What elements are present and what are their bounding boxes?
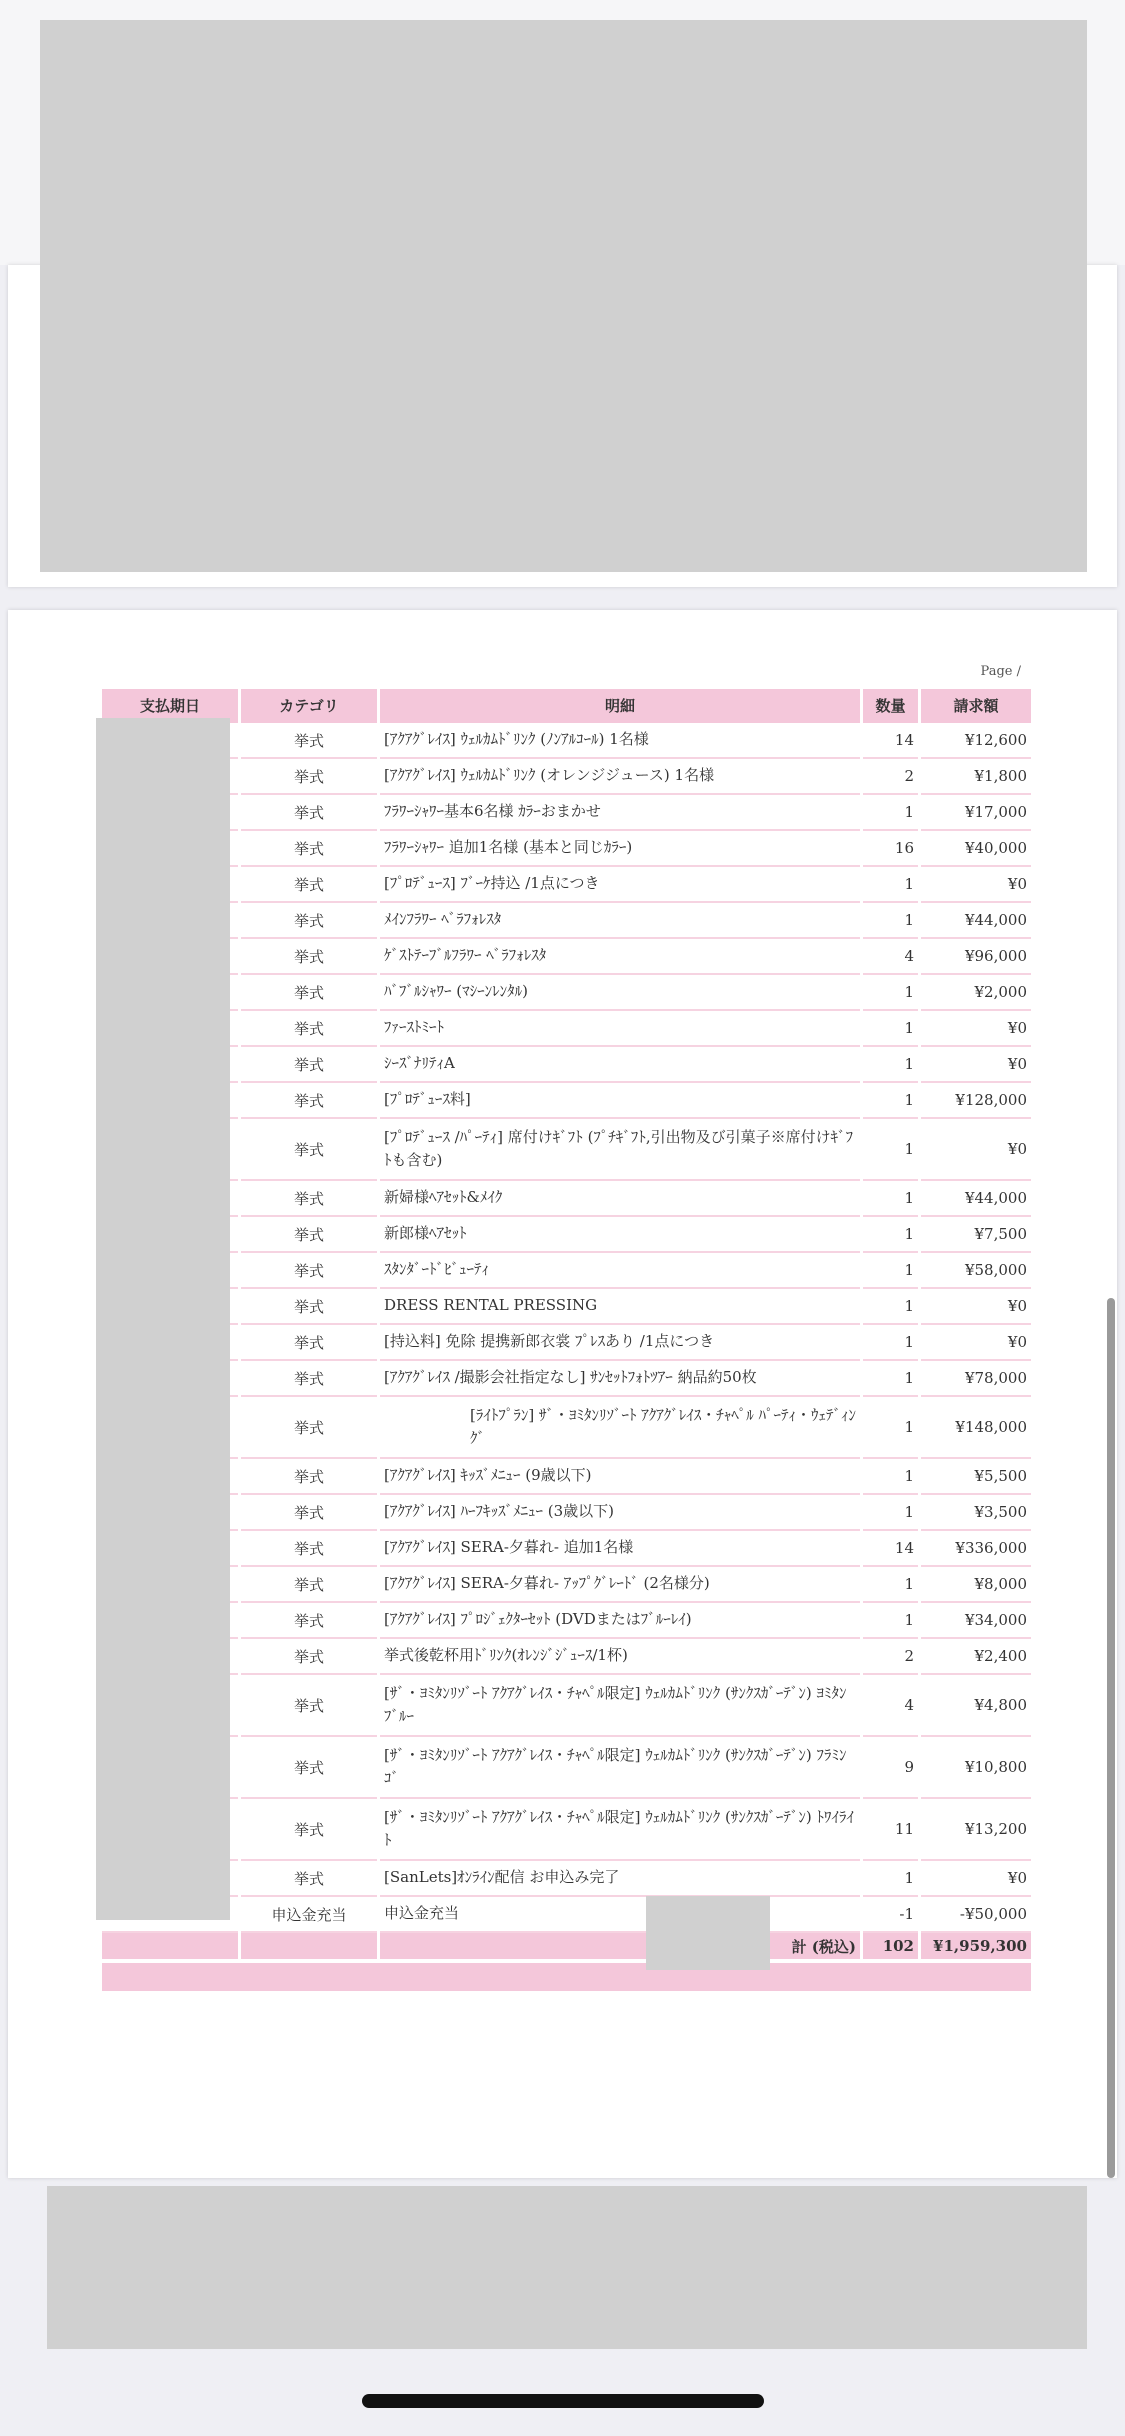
- qty-cell: 1: [863, 1567, 918, 1603]
- table-row: [102, 1675, 1031, 1737]
- detail-cell: ｹﾞｽﾄﾃｰﾌﾞﾙﾌﾗﾜｰ ﾍﾞﾗﾌｫﾚｽﾀ: [380, 939, 860, 975]
- amount-cell: ¥58,000: [921, 1253, 1031, 1289]
- qty-cell: 2: [863, 1639, 918, 1675]
- category-cell: 申込金充当: [241, 1897, 377, 1933]
- qty-cell: 1: [863, 1495, 918, 1531]
- amount-cell: ¥0: [921, 1047, 1031, 1083]
- amount-cell: ¥78,000: [921, 1361, 1031, 1397]
- qty-cell: 1: [863, 1459, 918, 1495]
- amount-cell: ¥0: [921, 1325, 1031, 1361]
- amount-cell: ¥0: [921, 1119, 1031, 1181]
- page-number-label: Page /: [980, 664, 1021, 679]
- category-cell: 挙式: [241, 1119, 377, 1181]
- category-cell: 挙式: [241, 1083, 377, 1119]
- category-cell: 挙式: [241, 1495, 377, 1531]
- detail-cell: [ｻﾞ・ﾖﾐﾀﾝﾘｿﾞｰﾄ ｱｸｱｸﾞﾚｲｽ・ﾁｬﾍﾟﾙ限定] ｳｪﾙｶﾑﾄﾞﾘﾝｸ (ｻﾝｸｽｶﾞｰﾃﾞﾝ) ﾄﾜｲﾗｲﾄ: [380, 1799, 860, 1861]
- qty-cell: 9: [863, 1737, 918, 1799]
- redacted-total-label: [646, 1896, 770, 1970]
- detail-cell: [ｱｸｱｸﾞﾚｲｽ /撮影会社指定なし] ｻﾝｾｯﾄﾌｫﾄﾂｱｰ 納品約50枚: [380, 1361, 860, 1397]
- total-row: [102, 1933, 1031, 1959]
- table-row: [102, 939, 1031, 975]
- qty-cell: 1: [863, 1603, 918, 1639]
- total-label: 計 (税込): [380, 1933, 860, 1959]
- category-cell: 挙式: [241, 1737, 377, 1799]
- detail-cell: ﾌｧｰｽﾄﾐｰﾄ: [380, 1011, 860, 1047]
- qty-cell: 1: [863, 1325, 918, 1361]
- category-cell: 挙式: [241, 1361, 377, 1397]
- category-cell: 挙式: [241, 1253, 377, 1289]
- amount-cell: ¥8,000: [921, 1567, 1031, 1603]
- category-cell: 挙式: [241, 1799, 377, 1861]
- header-detail: 明細: [380, 689, 860, 723]
- qty-cell: 4: [863, 1675, 918, 1737]
- table-row: [102, 1459, 1031, 1495]
- qty-cell: 1: [863, 1861, 918, 1897]
- amount-cell: ¥40,000: [921, 831, 1031, 867]
- amount-cell: ¥7,500: [921, 1217, 1031, 1253]
- table-row: [102, 1897, 1031, 1933]
- category-cell: 挙式: [241, 1639, 377, 1675]
- category-cell: 挙式: [241, 1325, 377, 1361]
- qty-cell: 1: [863, 1011, 918, 1047]
- detail-cell: [ｱｸｱｸﾞﾚｲｽ] ｳｪﾙｶﾑﾄﾞﾘﾝｸ (ﾉﾝｱﾙｺｰﾙ) 1名様: [380, 723, 860, 759]
- table-row: [102, 795, 1031, 831]
- qty-cell: 1: [863, 1397, 918, 1459]
- table-row: [102, 1737, 1031, 1799]
- qty-cell: 16: [863, 831, 918, 867]
- table-row: [102, 1799, 1031, 1861]
- table-body: [102, 723, 1031, 1991]
- category-cell: 挙式: [241, 1675, 377, 1737]
- table-row: [102, 1639, 1031, 1675]
- qty-cell: 11: [863, 1799, 918, 1861]
- table-row: [102, 1495, 1031, 1531]
- qty-cell: 14: [863, 723, 918, 759]
- detail-cell: 新郎様ﾍｱｾｯﾄ: [380, 1217, 860, 1253]
- table-row: [102, 1119, 1031, 1181]
- total-amount: ¥1,959,300: [921, 1933, 1031, 1959]
- detail-cell: ﾌﾗﾜｰｼｬﾜｰ基本6名様 ｶﾗｰおまかせ: [380, 795, 860, 831]
- category-cell: 挙式: [241, 759, 377, 795]
- detail-cell: ｼｰｽﾞﾅﾘﾃｨA: [380, 1047, 860, 1083]
- detail-cell: [ｱｸｱｸﾞﾚｲｽ] ｳｪﾙｶﾑﾄﾞﾘﾝｸ (オレンジジュース) 1名様: [380, 759, 860, 795]
- detail-cell: [ｱｸｱｸﾞﾚｲｽ] SERA-夕暮れ- ｱｯﾌﾟｸﾞﾚｰﾄﾞ (2名様分): [380, 1567, 860, 1603]
- category-cell: 挙式: [241, 1567, 377, 1603]
- header-qty: 数量: [863, 689, 918, 723]
- detail-cell: [ﾌﾟﾛﾃﾞｭｰｽ /ﾊﾟｰﾃｨ] 席付けｷﾞﾌﾄ (ﾌﾟﾁｷﾞﾌﾄ,引出物及び引菓子※席付けｷﾞﾌﾄも含む): [380, 1119, 860, 1181]
- qty-cell: 1: [863, 903, 918, 939]
- amount-cell: ¥2,000: [921, 975, 1031, 1011]
- table-row: [102, 1047, 1031, 1083]
- qty-cell: 1: [863, 795, 918, 831]
- category-cell: 挙式: [241, 975, 377, 1011]
- home-indicator[interactable]: [362, 2394, 764, 2408]
- footer-pink-bar: [102, 1963, 1031, 1991]
- amount-cell: ¥13,200: [921, 1799, 1031, 1861]
- qty-cell: 1: [863, 975, 918, 1011]
- amount-cell: ¥0: [921, 1289, 1031, 1325]
- scrollbar[interactable]: [1107, 1298, 1115, 2178]
- table-row: [102, 1011, 1031, 1047]
- category-cell: 挙式: [241, 1047, 377, 1083]
- detail-cell: 挙式後乾杯用ﾄﾞﾘﾝｸ(ｵﾚﾝｼﾞｼﾞｭｰｽ/1杯): [380, 1639, 860, 1675]
- detail-cell: [ｱｸｱｸﾞﾚｲｽ] ｷｯｽﾞﾒﾆｭｰ (9歳以下): [380, 1459, 860, 1495]
- detail-cell: [ｱｸｱｸﾞﾚｲｽ] ﾌﾟﾛｼﾞｪｸﾀｰｾｯﾄ (DVDまたはﾌﾞﾙｰﾚｲ): [380, 1603, 860, 1639]
- qty-cell: 1: [863, 1119, 918, 1181]
- redacted-block-top: [40, 20, 1087, 572]
- detail-cell: [ﾌﾟﾛﾃﾞｭｰｽ料]: [380, 1083, 860, 1119]
- category-cell: 挙式: [241, 1181, 377, 1217]
- category-cell: 挙式: [241, 1289, 377, 1325]
- qty-cell: 1: [863, 1217, 918, 1253]
- header-date: 支払期日: [102, 689, 238, 723]
- table-row: [102, 1325, 1031, 1361]
- detail-cell: [ｱｸｱｸﾞﾚｲｽ] SERA-夕暮れ- 追加1名様: [380, 1531, 860, 1567]
- amount-cell: ¥44,000: [921, 1181, 1031, 1217]
- amount-cell: ¥3,500: [921, 1495, 1031, 1531]
- total-date-cell: [102, 1933, 238, 1959]
- qty-cell: 1: [863, 1289, 918, 1325]
- qty-cell: 2: [863, 759, 918, 795]
- detail-cell: [ｻﾞ・ﾖﾐﾀﾝﾘｿﾞｰﾄ ｱｸｱｸﾞﾚｲｽ・ﾁｬﾍﾟﾙ限定] ｳｪﾙｶﾑﾄﾞﾘﾝｸ (ｻﾝｸｽｶﾞｰﾃﾞﾝ) ﾖﾐﾀﾝﾌﾞﾙｰ: [380, 1675, 860, 1737]
- table-row: [102, 723, 1031, 759]
- amount-cell: ¥1,800: [921, 759, 1031, 795]
- amount-cell: -¥50,000: [921, 1897, 1031, 1933]
- detail-cell: ﾊﾞﾌﾞﾙｼｬﾜｰ (ﾏｼｰﾝﾚﾝﾀﾙ): [380, 975, 860, 1011]
- detail-cell: ﾌﾗﾜｰｼｬﾜｰ 追加1名様 (基本と同じｶﾗｰ): [380, 831, 860, 867]
- detail-cell: [ﾗｲﾄﾌﾟﾗﾝ] ｻﾞ・ﾖﾐﾀﾝﾘｿﾞｰﾄ ｱｸｱｸﾞﾚｲｽ・ﾁｬﾍﾟﾙ ﾊﾟｰﾃｨ・ｳｪﾃﾞｨﾝｸﾞ: [380, 1397, 860, 1459]
- qty-cell: 1: [863, 1047, 918, 1083]
- table-row: [102, 1603, 1031, 1639]
- detail-cell: [ﾌﾟﾛﾃﾞｭｰｽ] ﾌﾞｰｹ持込 /1点につき: [380, 867, 860, 903]
- amount-cell: ¥34,000: [921, 1603, 1031, 1639]
- table-row: [102, 1531, 1031, 1567]
- category-cell: 挙式: [241, 795, 377, 831]
- category-cell: 挙式: [241, 1459, 377, 1495]
- category-cell: 挙式: [241, 1531, 377, 1567]
- qty-cell: -1: [863, 1897, 918, 1933]
- category-cell: 挙式: [241, 903, 377, 939]
- redacted-date-column: [96, 718, 230, 1920]
- category-cell: 挙式: [241, 723, 377, 759]
- amount-cell: ¥2,400: [921, 1639, 1031, 1675]
- table-row: [102, 759, 1031, 795]
- qty-cell: 14: [863, 1531, 918, 1567]
- amount-cell: ¥17,000: [921, 795, 1031, 831]
- amount-cell: ¥0: [921, 867, 1031, 903]
- amount-cell: ¥0: [921, 1861, 1031, 1897]
- amount-cell: ¥96,000: [921, 939, 1031, 975]
- detail-cell: ﾒｲﾝﾌﾗﾜｰ ﾍﾞﾗﾌｫﾚｽﾀ: [380, 903, 860, 939]
- category-cell: 挙式: [241, 939, 377, 975]
- category-cell: 挙式: [241, 1861, 377, 1897]
- category-cell: 挙式: [241, 831, 377, 867]
- category-cell: 挙式: [241, 1217, 377, 1253]
- table-row: [102, 1861, 1031, 1897]
- qty-cell: 1: [863, 1181, 918, 1217]
- table-row: [102, 831, 1031, 867]
- category-cell: 挙式: [241, 1603, 377, 1639]
- detail-cell: 申込金充当: [380, 1897, 860, 1933]
- table-row: [102, 1361, 1031, 1397]
- header-category: カテゴリ: [241, 689, 377, 723]
- detail-cell: [SanLets]ｵﾝﾗｲﾝ配信 お申込み完了: [380, 1861, 860, 1897]
- amount-cell: ¥0: [921, 1011, 1031, 1047]
- qty-cell: 1: [863, 1253, 918, 1289]
- amount-cell: ¥12,600: [921, 723, 1031, 759]
- total-category-cell: [241, 1933, 377, 1959]
- table-row: [102, 1181, 1031, 1217]
- table-row: [102, 1217, 1031, 1253]
- category-cell: 挙式: [241, 867, 377, 903]
- table-row: [102, 903, 1031, 939]
- redacted-block-bottom: [47, 2186, 1087, 2349]
- category-cell: 挙式: [241, 1397, 377, 1459]
- detail-cell: [持込料] 免除 提携新郎衣裳 ﾌﾟﾚｽあり /1点につき: [380, 1325, 860, 1361]
- amount-cell: ¥128,000: [921, 1083, 1031, 1119]
- table-row: [102, 975, 1031, 1011]
- detail-cell: DRESS RENTAL PRESSING: [380, 1289, 860, 1325]
- amount-cell: ¥5,500: [921, 1459, 1031, 1495]
- table-row: [102, 1253, 1031, 1289]
- table-header-row: [102, 689, 1031, 723]
- qty-cell: 4: [863, 939, 918, 975]
- amount-cell: ¥336,000: [921, 1531, 1031, 1567]
- amount-cell: ¥44,000: [921, 903, 1031, 939]
- detail-cell: ｽﾀﾝﾀﾞｰﾄﾞﾋﾞｭｰﾃｨ: [380, 1253, 860, 1289]
- invoice-table: [99, 689, 1034, 1991]
- detail-cell: 新婦様ﾍｱｾｯﾄ&ﾒｲｸ: [380, 1181, 860, 1217]
- header-amount: 請求額: [921, 689, 1031, 723]
- footer-pink-bar-cell: [102, 1963, 1031, 1991]
- qty-cell: 1: [863, 1083, 918, 1119]
- detail-cell: [ｱｸｱｸﾞﾚｲｽ] ﾊｰﾌｷｯｽﾞﾒﾆｭｰ (3歳以下): [380, 1495, 860, 1531]
- amount-cell: ¥10,800: [921, 1737, 1031, 1799]
- amount-cell: ¥148,000: [921, 1397, 1031, 1459]
- table-row: [102, 1567, 1031, 1603]
- category-cell: 挙式: [241, 1011, 377, 1047]
- table-row: [102, 1397, 1031, 1459]
- amount-cell: ¥4,800: [921, 1675, 1031, 1737]
- total-qty: 102: [863, 1933, 918, 1959]
- table-row: [102, 1289, 1031, 1325]
- qty-cell: 1: [863, 1361, 918, 1397]
- table-row: [102, 867, 1031, 903]
- detail-cell: [ｻﾞ・ﾖﾐﾀﾝﾘｿﾞｰﾄ ｱｸｱｸﾞﾚｲｽ・ﾁｬﾍﾟﾙ限定] ｳｪﾙｶﾑﾄﾞﾘﾝｸ (ｻﾝｸｽｶﾞｰﾃﾞﾝ) ﾌﾗﾐﾝｺﾞ: [380, 1737, 860, 1799]
- qty-cell: 1: [863, 867, 918, 903]
- table-row: [102, 1083, 1031, 1119]
